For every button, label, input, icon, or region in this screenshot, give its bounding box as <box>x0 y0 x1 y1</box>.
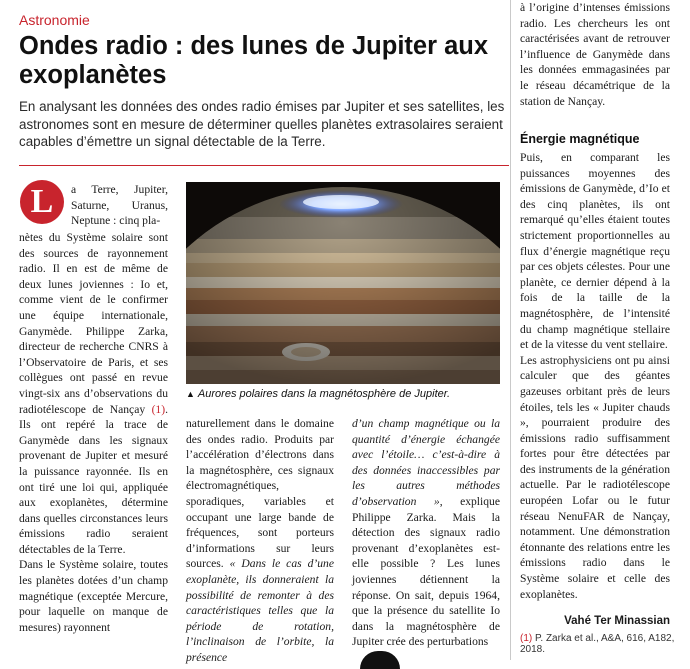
col4-paragraph-1: Puis, en comparant les puissances moyennes des émissions de Ganymède, d’Io et des cinq planètes, ils ont remarqué qu’elles étaient toutes strictement proportionnelles au flux d’énergie magnétique reçu par ces objets célestes. Pour une planète, ce dernier dépend à la fois de la taille de la magnétosphère, de l’intensité du champ magnétique stellaire et de la vitesse du vent stellaire. <box>520 151 670 352</box>
column-divider <box>510 0 511 660</box>
col1-body-part2: . Ils ont repéré la trace de Ganymède dans les signaux provenant de Jupiter et mesuré la puissance rayonnée. Ils en ont tiré une loi qui, appliquée aux exoplanètes, détermine dans quelles circonstances leurs émissions radio seraient détectables de la Terre. <box>19 402 168 556</box>
col2-quote: « Dans le cas d’une exoplanète, ils donneraient la possibilité de remonter à des caractéristiques telles que la période de rotation, l’inclinaison de l’orbite, la présence <box>186 557 334 664</box>
col3-quote: d’un champ magnétique ou la quantité d’énergie échangée avec l’étoile… c’est-à-dire à des données inaccessibles par les autres méthodes d’observation » <box>352 417 500 508</box>
col2-text: naturellement dans le domaine des ondes radio. Produits par l’accélération d’électrons dans la magnétosphère, ces signaux électromagnétiques, sporadiques, variables et occupant une large bande de fréquences, sont porteurs d’informations sur leurs sources. <box>186 417 334 571</box>
headline: Ondes radio : des lunes de Jupiter aux exoplanètes <box>19 32 489 89</box>
jupiter-image <box>186 182 500 384</box>
reference-note <box>520 633 680 655</box>
author-byline: Vahé Ter Minassian <box>564 615 670 627</box>
footnote-ref: (1) <box>151 402 166 416</box>
reference-number: (1) <box>520 633 533 644</box>
col1-body-part1: nètes du Système solaire sont des sources de rayonnement radio. Il en est de même de deux lunes joviennes : Io et, comme vient de le confirmer une équipe internationale, Ganymède. Philippe Zarka, directeur de recherche CNRS à l’Observatoire de Paris, et ses collègues ont passé en revue vingt-six ans d’observations du radiotélescope de Nançay <box>19 231 168 416</box>
jupiter-illustration <box>186 182 500 384</box>
header-divider <box>19 165 509 166</box>
col4-intro: à l’origine d’intenses émissions radio. Les chercheurs les ont caractérisées avant de retrouver l’influence de Ganymède dans les données emmagasinées par le réseau décamétrique de la station de Nançay. <box>520 1 670 108</box>
caption-text: Aurores polaires dans la magnétosphère de Jupiter. <box>197 388 451 400</box>
reference-text: P. Zarka et al., A&A, 616, A182, 2018. <box>520 633 675 655</box>
col4-body <box>520 150 670 602</box>
col1-body <box>19 230 168 635</box>
standfirst: En analysant les données des ondes radio émises par Jupiter et ses satellites, les astronomes sont en mesure de déterminer quelles planètes extrasolaires seraient capables d’émettre un signal détectable de la Terre. <box>19 99 505 149</box>
col4-paragraph-2: Les astrophysiciens ont pu ainsi calculer que des géantes gazeuses orbitant près de leurs étoiles, tels les « Jupiter chauds », pourraient produire des émissions radio suffisamment fortes pour être détectées par des instruments de la génération actuelle. Par le radiotélescope européen Lofar ou le futur réseau NenuFAR de Nançay, notamment. Une démonstration étonnante des relations entre les émissions radio dans le Système solaire et celle des exoplanètes. <box>520 353 670 601</box>
figure-caption <box>186 388 500 400</box>
col1-body-part3: Dans le Système solaire, toutes les planètes dotées d’un champ magnétique (exceptée Mercure, pour laquelle on manque de mesures) rayonnent <box>19 558 168 634</box>
page-ornament <box>360 651 400 669</box>
section-heading: Énergie magnétique <box>520 132 640 146</box>
caption-triangle-icon: ▲ <box>186 389 195 399</box>
dropcap: L <box>20 180 64 224</box>
rubric: Astronomie <box>19 12 90 28</box>
col3-text: , explique Philippe Zarka. Mais la détection des signaux radio provenant d’exoplanètes est-elle possible ? Les lunes joviennes détiennent la réponse. On sait, depuis 1964, que la présence du satellite Io dans la magnétosphère de Jupiter crée des perturbations <box>352 494 500 649</box>
col3-body <box>352 416 500 650</box>
col1-intro: a Terre, Jupiter, Saturne, Uranus, Neptune : cinq pla- <box>71 183 168 228</box>
col2-body <box>186 416 334 666</box>
